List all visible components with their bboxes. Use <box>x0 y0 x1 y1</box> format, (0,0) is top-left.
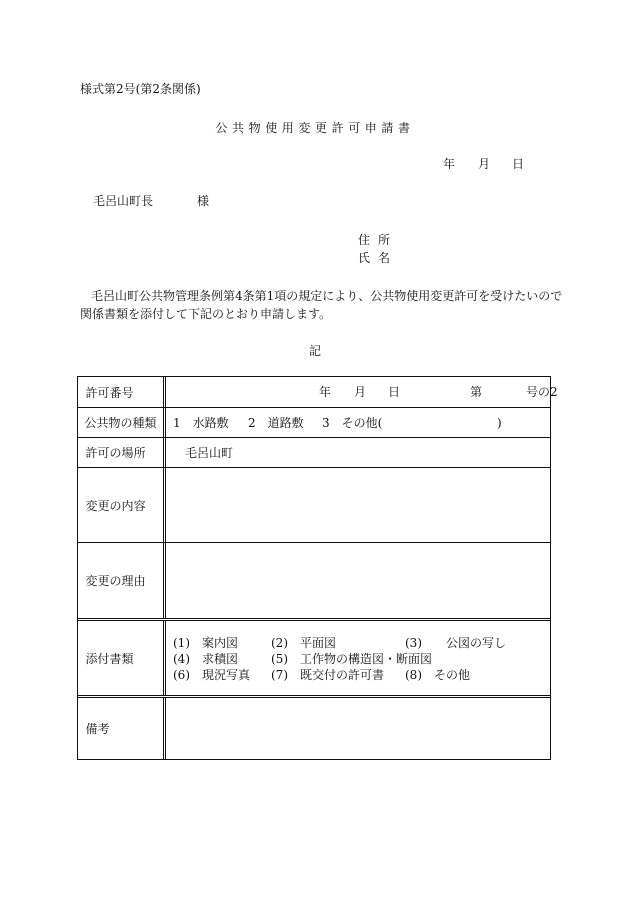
body-text-line-1: 毛呂山町公共物管理条例第4条第1項の規定により、公共物使用変更許可を受けたいので <box>91 289 563 303</box>
attachment-item: (7) 既交付の許可書 <box>271 668 384 682</box>
reason-label-text: 変更の理由 <box>85 574 146 588</box>
permit-dai: 第 <box>470 385 483 399</box>
permit-go: 号の2 <box>526 385 558 399</box>
place-label-text: 許可の場所 <box>85 446 146 460</box>
honorific: 様 <box>197 194 210 208</box>
attachment-item: (1) 案内図 <box>173 636 238 650</box>
row-change-content <box>78 468 550 543</box>
addressee: 毛呂山町長 <box>93 194 154 208</box>
kind-option-other-close: ) <box>497 416 502 430</box>
attachment-item: (3) 公図の写し <box>405 636 506 650</box>
form-number: 様式第2号(第2条関係) <box>80 82 201 96</box>
attachments-label <box>78 621 166 695</box>
kind-cell[interactable] <box>168 408 550 437</box>
kind-option-other[interactable]: 3 その他( <box>322 416 383 430</box>
attachment-item: (8) その他 <box>405 668 470 682</box>
document-title: 公共物使用変更許可申請書 <box>215 121 415 135</box>
content-label <box>78 468 166 542</box>
place-value: 毛呂山町 <box>185 446 234 460</box>
permit-number-label-text: 許可番号 <box>85 385 134 400</box>
reason-label <box>78 543 166 618</box>
remarks-input-area[interactable] <box>168 698 550 759</box>
attachment-item: (2) 平面図 <box>271 636 336 650</box>
date-month-label: 月 <box>478 157 491 171</box>
row-permit-number <box>78 377 558 408</box>
applicant-name-label: 氏名 <box>358 251 399 265</box>
place-cell[interactable] <box>168 438 550 467</box>
row-public-property-kind <box>78 408 550 438</box>
kind-option-waterway[interactable]: 1 水路敷 <box>173 416 229 430</box>
date-year-label: 年 <box>443 157 456 171</box>
row-attachments <box>78 621 550 698</box>
reason-input-area[interactable] <box>168 543 550 618</box>
permit-day: 日 <box>388 385 401 399</box>
permit-number-cell[interactable] <box>168 377 558 407</box>
row-change-reason <box>78 543 550 621</box>
permit-year: 年 <box>319 385 332 399</box>
place-label <box>78 438 166 467</box>
attachment-item: (4) 求積図 <box>173 652 238 666</box>
kind-label-text: 公共物の種類 <box>84 416 157 430</box>
attachment-item: (6) 現況写真 <box>173 668 250 682</box>
applicant-address-label: 住所 <box>358 233 399 247</box>
permit-month: 月 <box>354 385 367 399</box>
attachments-label-text: 添付書類 <box>85 651 134 666</box>
body-text-line-2: 関係書類を添付して下記のとおり申請します。 <box>80 307 332 321</box>
application-table <box>77 376 558 760</box>
row-remarks <box>78 698 550 759</box>
kind-label <box>78 408 166 437</box>
permit-number-label <box>78 377 166 407</box>
row-permit-place <box>78 438 550 468</box>
remarks-label <box>78 698 166 759</box>
content-label-text: 変更の内容 <box>85 498 146 513</box>
kind-option-road[interactable]: 2 道路敷 <box>248 416 304 430</box>
attachment-item: (5) 工作物の構造図・断面図 <box>271 652 432 666</box>
remarks-label-text: 備考 <box>85 722 110 736</box>
attachments-cell <box>168 621 550 695</box>
date-day-label: 日 <box>512 157 525 171</box>
content-input-area[interactable] <box>168 468 550 542</box>
ki-heading: 記 <box>308 344 321 358</box>
